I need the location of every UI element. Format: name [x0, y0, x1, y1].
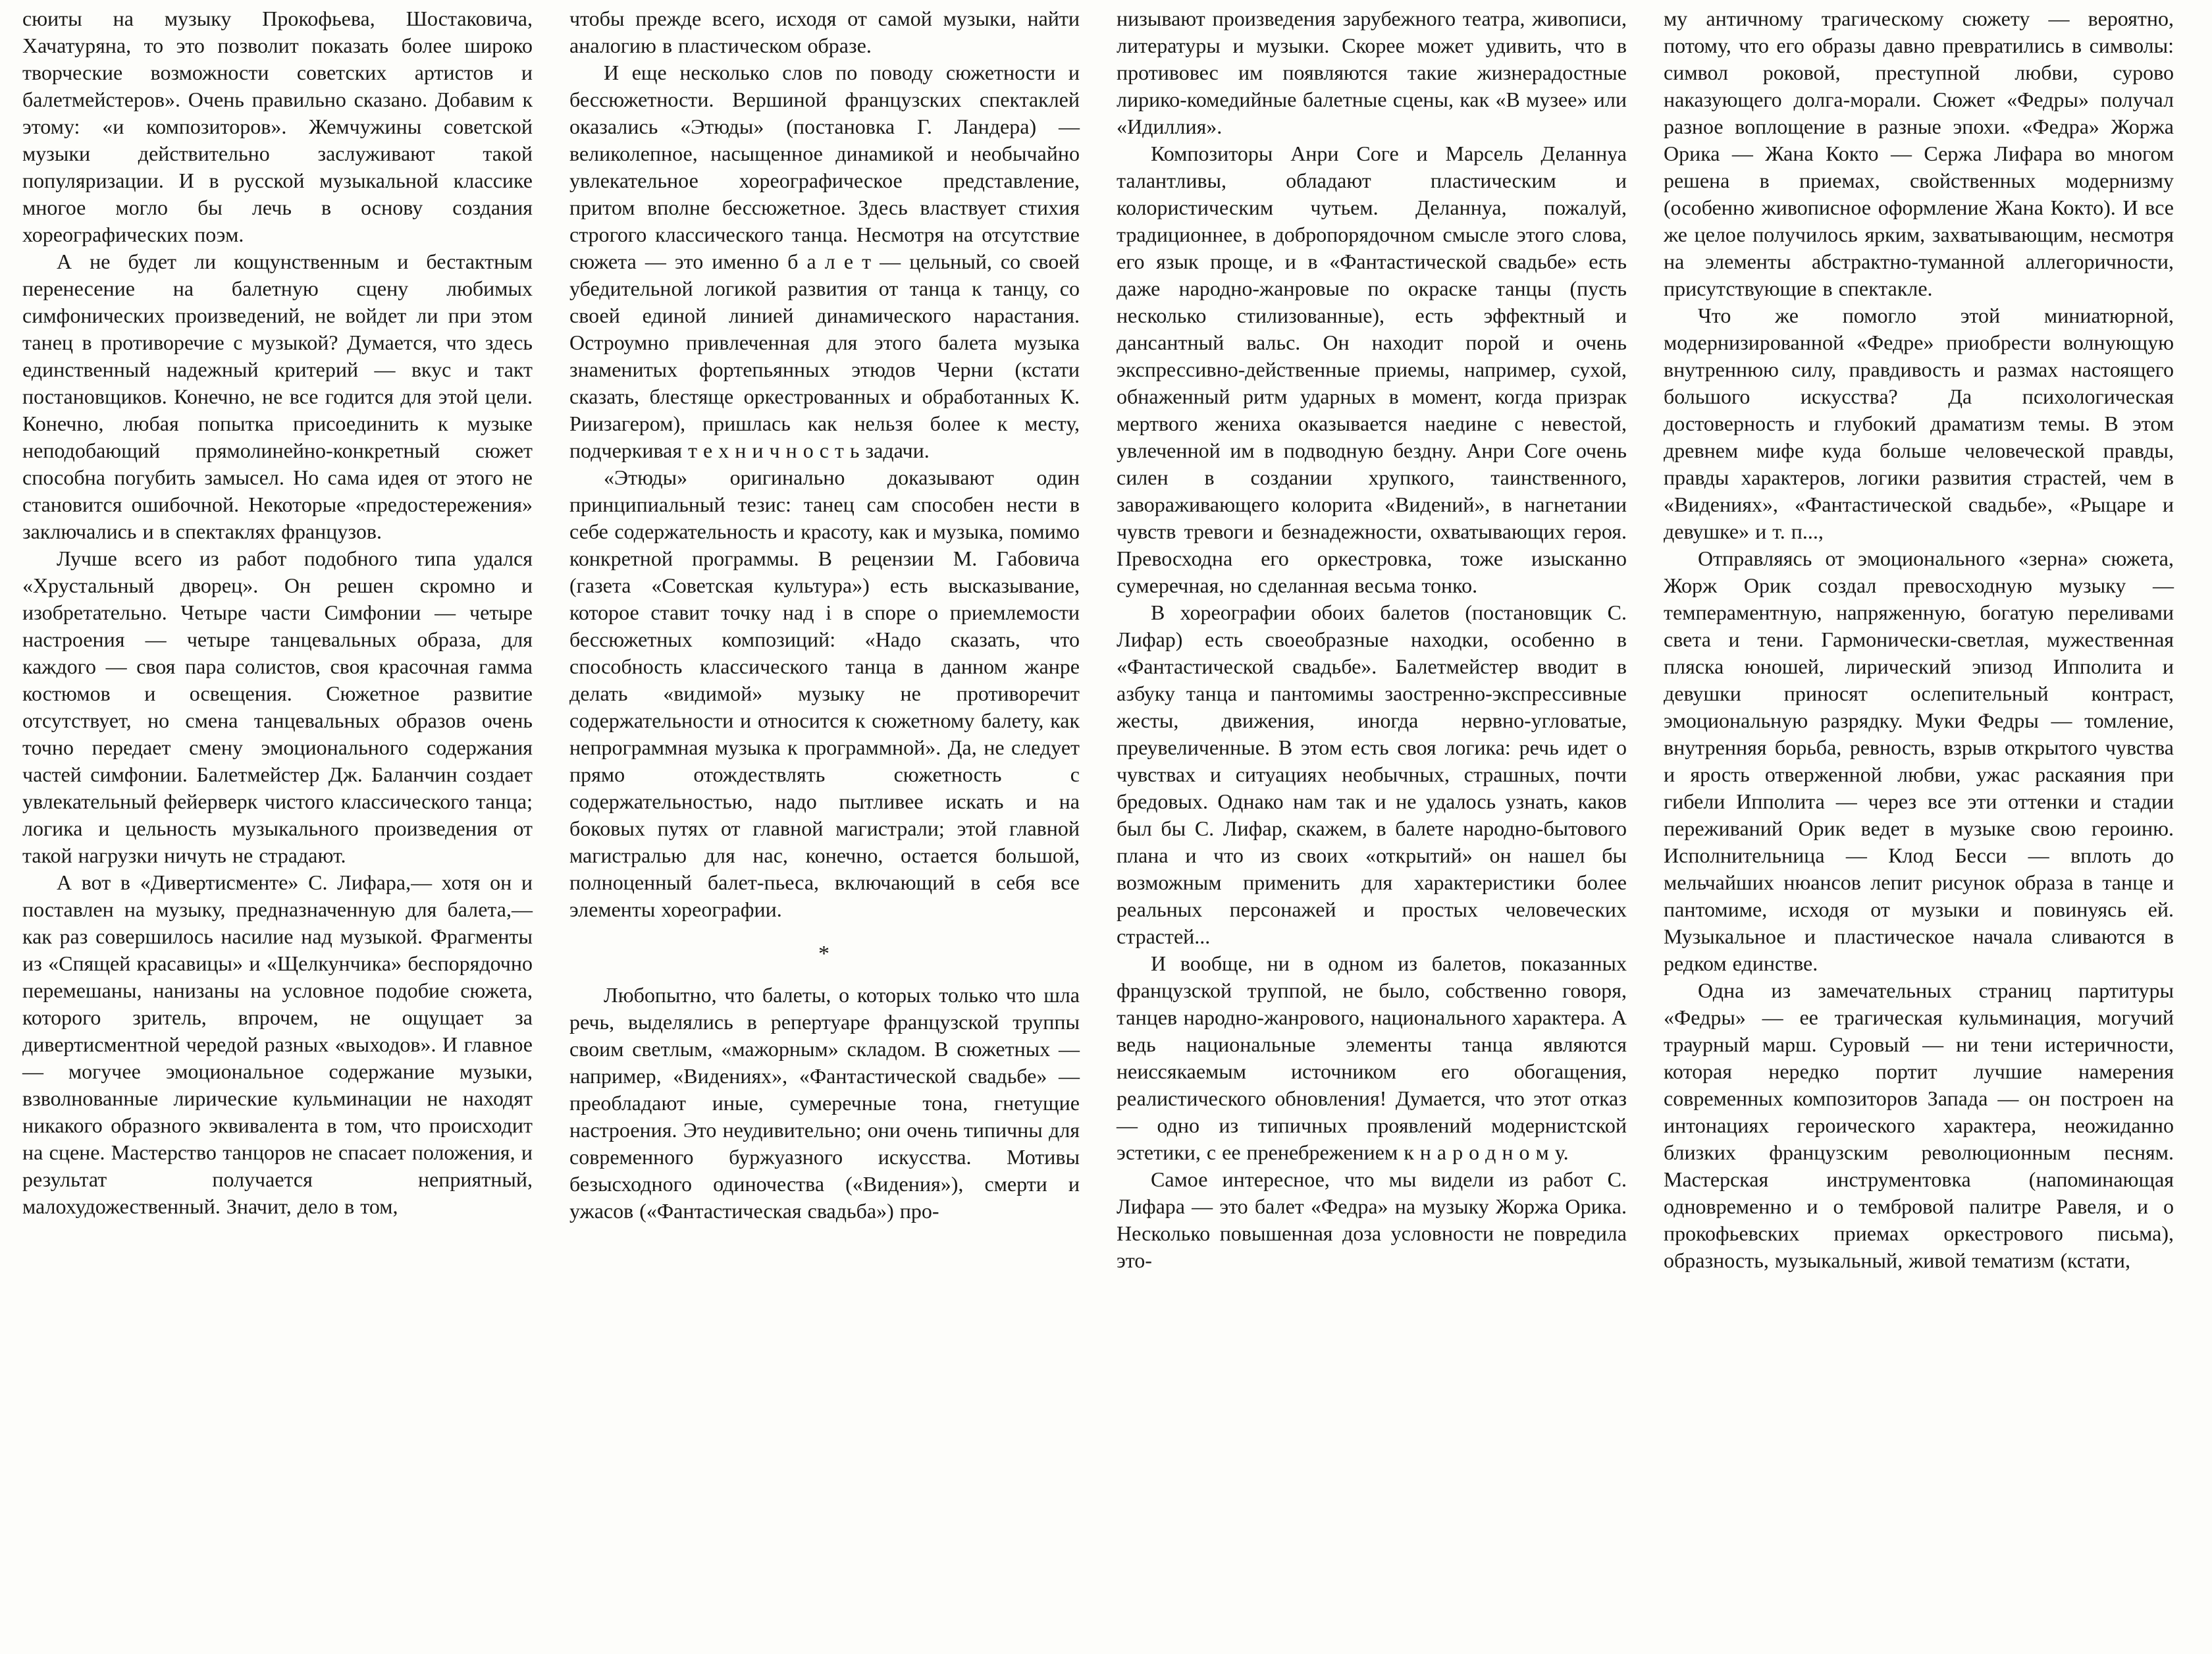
paragraph: А вот в «Дивертисменте» С. Лифара,— хотя он и поставлен на музыку, предназначенную для балета,— как раз совершилось насилие над музыкой. Фрагменты из «Спящей красавицы» и «Щелкунчика» беспорядочно перемешаны, нанизаны на условное подобие сюжета, которого зритель, впрочем, не ощущает за дивертисментной чередой разных «выходов». И главное — могучее эмоциональное содержание музыки, взволнованные лирические кульминации не находят никакого образного эквивалента в том, что происходит на сцене. Мастерство танцоров не спасает положения, и результат получается неприятный, малохудожественный. Значит, дело в том, [22, 870, 533, 1218]
paragraph: А не будет ли кощунственным и бестактным перенесение на балетную сцену любимых симфонических произведений, не войдет ли при этом танец в противоречие с музыкой? Думается, что здесь единственный надежный критерий — вкус и такт постановщиков. Конечно, не все годится для этой цели. Конечно, любая попытка присоединить к музыке неподобающий прямолинейно-конкретный сюжет способна погубить замысел. Но сама идея от этого не становится ошибочной. Некоторые «предостережения» заключались и в спектаклях французов. [22, 250, 533, 543]
paragraph: В хореографии обоих балетов (постановщик С. Лифар) есть своеобразные находки, особенно в «Фантастической свадьбе». Балетмейстер вводит в азбуку танца и пантомимы заостренно-экспрессивные жесты, движения, иногда нервно-угловатые, преувеличенные. В этом есть своя логика: речь идет о чувствах и ситуациях необычных, страшных, почти бредовых. Однако нам так и не удалось узнать, каков был бы С. Лифар, скажем, в балете народно-бытового плана и что из своих «открытий» он нашел бы возможным применить для характеристики более реальных персонажей и простых человеческих страстей... [1117, 600, 1627, 948]
section-separator-asterisk: * [818, 942, 831, 966]
text-column-3 [1117, 5, 1627, 1638]
paragraph: чтобы прежде всего, исходя от самой музыки, найти аналогию в пластическом образе. [569, 7, 1080, 57]
paragraph: И вообще, ни в одном из балетов, показанных французской труппой, не было, собственно говоря, танцев народно-жанрового, национального характера. А ведь национальные элементы танца являются неиссякаемым источником его обогащения, реалистического обновления! Думается, что этот отказ — одно из типичных проявлений модернистской эстетики, с ее пренебрежением к н а р о д н о м у. [1117, 951, 1627, 1164]
paragraph: Любопытно, что балеты, о которых только что шла речь, выделялись в репертуаре французской труппы своим светлым, «мажорным» складом. В сюжетных — например, «Видениях», «Фантастической свадьбе» — преобладают иные, сумеречные тона, гнетущие настроения. Это неудивительно; они очень типичны для современного буржуазного искусства. Мотивы безысходного одиночества («Видения»), смерти и ужасов («Фантастическая свадьба») про- [569, 983, 1080, 1223]
text-column-2 [569, 5, 1080, 1638]
paragraph: «Этюды» оригинально доказывают один принципиальный тезис: танец сам способен нести в себе содержательность и красоту, как и музыка, помимо конкретной программы. В рецензии М. Габовича (газета «Советская культура») есть высказывание, которое ставит точку над i в споре о приемлемости бессюжетных композиций: «Надо сказать, что способность классического танца в данном жанре делать «видимой» музыку не противоречит содержательности и относится к сюжетному балету, как непрограммная музыка к программной». Да, не следует прямо отождествлять сюжетность с содержательностью, надо пытливее искать и на боковых путях от главной магистрали; этой главной магистралью для нас, конечно, остается большой, полноценный балет-пьеса, включающий в себя все элементы хореографии. [569, 466, 1080, 921]
paragraph: Что же помогло этой миниатюрной, модернизированной «Федре» приобрести волнующую внутреннюю силу, правдивость и размах настоящего большого искусства? Да психологическая достоверность и глубокий драматизм темы. В этом древнем мифе куда больше человеческой правды, правды характеров, логики развития страстей, чем в «Видениях», «Фантастической свадьбе», «Рыцаре и девушке» и т. п..., [1664, 304, 2174, 543]
paragraph: Самое интересное, что мы видели из работ С. Лифара — это балет «Федра» на музыку Жоржа Орика. Несколько повышенная доза условности не повредила это- [1117, 1167, 1627, 1272]
paragraph: Композиторы Анри Соге и Марсель Деланнуа талантливы, обладают пластическим и колористическим чутьем. Деланнуа, пожалуй, традиционнее, в добропорядочном смысле этого слова, его язык проще, и в «Фантастической свадьбе» есть даже народно-жанровые по окраске танцы (пусть несколько стилизованные), есть эффектный и дансантный вальс. Он находит порой и очень экспрессивно-действенные приемы, например, сухой, обнаженный ритм ударных в момент, когда призрак мертвого жениха оказывается наедине с невестой, увлеченной им в подводную бездну. Анри Соге очень силен в создании хрупкого, таинственного, завораживающего колорита «Видений», в нагнетании чувств тревоги и безнадежности, охватывающих героя. Превосходна его оркестровка, тоже изысканно сумеречная, но сделанная весьма тонко. [1117, 142, 1627, 597]
paragraph: му античному трагическому сюжету — вероятно, потому, что его образы давно превратились в символы: символ роковой, преступной любви, сурово наказующего долга-морали. Сюжет «Федры» получал разное воплощение в разные эпохи. «Федра» Жоржа Орика — Жана Кокто — Сержа Лифара во многом решена в приемах, свойственных модернизму (особенно живописное оформление Жана Кокто). И все же целое получилось ярким, захватывающим, несмотря на элементы абстрактно-туманной аллегоричности, присутствующие в спектакле. [1664, 7, 2174, 300]
text-column-4 [1664, 5, 2174, 1638]
text-column-1 [22, 5, 533, 1638]
paragraph: Отправляясь от эмоционального «зерна» сюжета, Жорж Орик создал превосходную музыку — темпераментную, напряженную, богатую переливами света и тени. Гармонически-светлая, мужественная пляска юношей, лирический эпизод Ипполита и девушки приносят ослепительный контраст, эмоциональную разрядку. Муки Федры — томление, внутренняя борьба, ревность, взрыв открытого чувства и ярость отверженной любви, ужас раскаяния при гибели Ипполита — через все эти оттенки и стадии переживаний Орик ведет в музыке свою героиню. Исполнительница — Клод Бесси — вплоть до мельчайших нюансов лепит рисунок образа в танце и пантомиме, исходя от музыки и повинуясь ей. Музыкальное и пластическое начала сливаются в редком единстве. [1664, 547, 2174, 975]
paragraph: низывают произведения зарубежного театра, живописи, литературы и музыки. Скорее может удивить, что в противовес им появляются такие жизнерадостные лирико-комедийные балетные сцены, как «В музее» или «Идиллия». [1117, 7, 1627, 138]
paragraph: сюиты на музыку Прокофьева, Шостаковича, Хачатуряна, то это позволит показать более широко творческие возможности советских артистов и балетмейстеров». Очень правильно сказано. Добавим к этому: «и композиторов». Жемчужины советской музыки действительно заслуживают такой популяризации. И в русской музыкальной классике многое могло бы лечь в основу создания хореографических поэм. [22, 7, 533, 246]
paragraph: Лучше всего из работ подобного типа удался «Хрустальный дворец». Он решен скромно и изобретательно. Четыре части Симфонии — четыре настроения — четыре танцевальных образа, для каждого — своя пара солистов, своя красочная гамма костюмов и освещения. Сюжетное развитие отсутствует, но смена танцевальных образов очень точно передает смену эмоционального содержания частей симфонии. Балетмейстер Дж. Баланчин создает увлекательный фейерверк чистого классического танца; логика и цельность музыкального произведения от такой нагрузки ничуть не страдают. [22, 547, 533, 867]
paragraph: Одна из замечательных страниц партитуры «Федры» — ее трагическая кульминация, могучий траурный марш. Суровый — ни тени истеричности, которая нередко портит лучшие намерения современных композиторов Запада — он построен на интонациях героического характера, неожиданно близких французским революционным песням. Мастерская инструментовка (напоминающая одновременно и о тембровой палитре Равеля, и о прокофьевских приемах оркестрового письма), образность, музыкальный, живой тематизм (кстати, [1664, 978, 2174, 1272]
paragraph: И еще несколько слов по поводу сюжетности и бессюжетности. Вершиной французских спектаклей оказались «Этюды» (постановка Г. Ландера) — великолепное, насыщенное динамикой и необычайно увлекательное хореографическое представление, притом вполне бессюжетное. Здесь властвует стихия строгого классического танца. Несмотря на отсутствие сюжета — это именно б а л е т — цельный, со своей убедительной логикой развития от танца к танцу, со своей единой линией динамического нарастания. Остроумно привлеченная для этого балета музыка знаменитых фортепьянных этюдов Черни (кстати сказать, блестяще оркестрованных и обработанных К. Риизагером), пришлась как нельзя более к месту, подчеркивая т е х н и ч н о с т ь задачи. [569, 61, 1080, 462]
